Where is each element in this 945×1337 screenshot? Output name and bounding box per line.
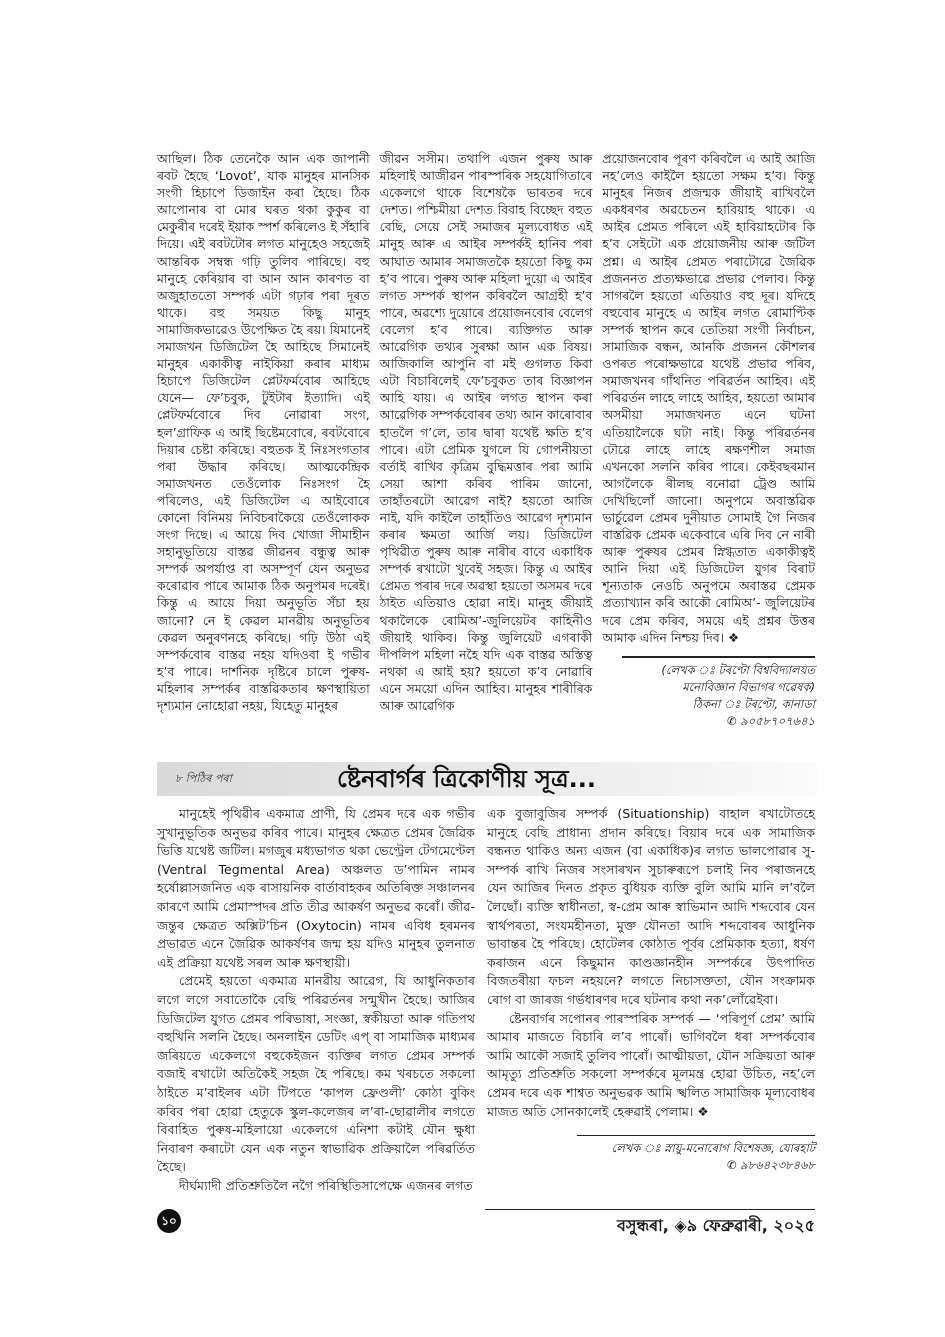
author-address: ঠিকনা ঃ টৰণ্টো, কানাডা bbox=[692, 696, 816, 711]
magazine-page bbox=[157, 0, 815, 1280]
author-phone: ✆ ৯৮৬৪২৩৮৪৬৮ bbox=[727, 1158, 815, 1173]
article-title: ষ্টেনবাৰ্গৰ ত্ৰিকোণীয় সূত্ৰ... bbox=[337, 765, 596, 793]
author-affiliation: (লেখক ঃ টৰণ্টো বিশ্ববিদ্যালয়ত bbox=[661, 662, 816, 677]
article2 bbox=[157, 805, 815, 1195]
author-phone: ✆ ৯০৫৮৭০৭৬৪১ bbox=[727, 713, 816, 728]
article-column-1 bbox=[157, 150, 370, 714]
article1 bbox=[157, 150, 815, 750]
page-footer bbox=[157, 1209, 815, 1240]
page-number: ১০ bbox=[157, 1209, 181, 1233]
continued-from-label: ৮ পিঠিৰ পৰা bbox=[175, 771, 232, 785]
article2-column-1 bbox=[157, 805, 475, 1195]
author-department: মনোবিজ্ঞান বিভাগৰ গৱেষক) bbox=[682, 679, 816, 694]
article-text: জীৱন সসীম। তথাপি এজন পুৰুষ আৰু মহিলাই আজীৱন পাৰস্পৰিক সহযোগিতাৰে একেলগে থাকে বিশেষকৈ ভাৰতৰ দৰে দেশত। পশ্চিমীয়া দেশত বিবাহ বিচ্ছেদ বহুত বেছি, সেয়ে সেই সমাজৰ মূল্যবোধত এই মানুহ আৰু এ আইৰ সম্পৰ্কই হানিব পৰা আঘাত আমাৰ সমাজতকৈ হয়তো কিছু কম হ’ব পাৰে। পুৰুষ আৰু মহিলা দুয়ো এ আইৰ লগত সম্পৰ্ক স্থাপন কৰিবলৈ আগ্ৰহী হ’ব পাৰে, অৱশ্যে দুয়োৰে প্ৰয়োজনবোৰ বেলেগ বেলেগ হ’ব পাৰে। ব্যক্তিগত আৰু আৱেগিক তথ্যৰ সুৰক্ষা আন এক বিষয়। আজিকালি আপুনি বা মই গুগলত কিবা এটা বিচাৰিলেই ফে’চবুকত তাৰ বিজ্ঞাপন আহি যায়। এ আইৰ লগত স্থাপন কৰা আৱেগিক সম্পৰ্কবোৰৰ তথ্য আন কাৰোবাৰ হাতলৈ গ’লে, তাৰ দ্বাৰা যথেষ্ট ক্ষতি হ’ব পাৰে। এটা প্ৰেমিক যুগলে যি গোপনীয়তা বৰ্তাই ৰাখিব কৃত্ৰিম বুদ্ধিমত্তাৰ পৰা আমি সেয়া আশা কৰিব পাৰিম জানো, তাহাঁতৰটো আৱেগ নাই? হয়তো আজি নাই, যদি কাইলৈ তাহাঁতিও আৱেগ দৃশ্যমান কৰাৰ ক্ষমতা আৰ্জি লয়। ডিজিটেল পৃথিৱীত পুৰুষ আৰু নাৰীৰ বাবে একাধিক সম্পৰ্ক ৰখাটো খুবেই সহজ। কিন্তু এ আইৰ প্ৰেমত পৰাৰ দৰে অৱস্থা হয়তো অসমৰ দৰে ঠাইত এতিয়াও হোৱা নাই। মানুহ জীয়াই থকালৈকে ৰোমিঅ’-জুলিয়েটৰ কাহিনীও জীয়াই থাকিব। কিন্তু জুলিয়েট এগৰাকী দীপলিপ মহিলা নহৈ যদি এক বাস্তৱ অস্তিত্ব নথকা এ আই হয়? হয়তো ক’ব নোৱাৰি এনে সময়ো এদিন আহিব। মানুহৰ শাৰীৰিক আৰু আৱেগিক bbox=[379, 151, 593, 713]
publication-date: বসুন্ধৰা, ◈৯ ফেব্ৰুৱাৰী, ২০২৫ bbox=[485, 1209, 815, 1240]
paragraph: ষ্টেনবাৰ্গৰ সপোনৰ পাৰস্পৰিক সম্পৰ্ক — ‘পৰিপূৰ্ণ প্ৰেম’ আমি আমাৰ মাজতে বিচাৰি ল’ব পাৰোঁ। ভাগিবলৈ ধৰা সম্পৰ্কবোৰ আমি আকৌ সজাই তুলিব পাৰোঁ। আত্মীয়তা, যৌন সক্ৰিয়তা আৰু আমৃত্যু প্ৰতিশ্ৰুতি সকলো সম্পৰ্কৰে মূলমন্ত্ৰ হোৱা উচিত, নহ’লে প্ৰেমৰ দৰে এক শাশ্বত অনুভৱক আমি স্খলিত সামাজিক মূল্যবোধৰ মাজত অতি সোনকালেই হেৰুৱাই পেলাম। ❖ bbox=[487, 1010, 815, 1119]
article-text: আছিল। ঠিক তেনেকৈ আন এক জাপানী ৰবট হৈছে ‘Lovot’, যাক মানুহৰ মানসিক সংগী হিচাপে ডিজাইন কৰা হৈছে। ঠিক আপোনাৰ বা মোৰ ঘৰত থকা কুকুৰ বা মেকুৰীৰ দৰেই ইয়াক স্পৰ্শ কৰিলেও ই সঁহাৰি দিয়ে। এই ৰবটটোৰ লগত মানুহেও সহজেই আন্তৰিক সম্বন্ধ গঢ়ি তুলিব পাৰিছে। বহু মানুহে কেৰিয়াৰ বা আন আন কাৰণত বা অজুহাততো সম্পৰ্ক এটা গঢ়াৰ পৰা দূৰত থাকে। বহু সময়ত কিছু মানুহ সামাজিকভাৱেও উপেক্ষিত হৈ ৰয়। যিমানেই সমাজখন ডিজিটেল হৈ আহিছে সিমানেই মানুহৰ একাকীত্ব নাইকিয়া কৰাৰ মাধ্যম হিচাপে ডিজিটেল প্লেটফৰ্মবোৰ আহিছে যেনে— ফে’চবুক, টুইটাৰ ইত্যাদি। এই প্লেটফৰ্মবোৰে দিব নোৱাৰা সংগ, হল’গ্ৰাফিক এ আই ছিষ্টেমবোৰে, ৰবটবোৰে দিয়াৰ চেষ্টা কৰিছে। বহুতক ই নিঃসংগতাৰ পৰা উদ্ধাৰ কৰিছে। আত্মকেন্দ্ৰিক সমাজখনত তেওঁলোক নিঃসংগ হৈ পৰিলেও, এই ডিজিটেল এ আইবোৰে কোনো বিনিময় নিবিচৰাকৈয়ে তেওঁলোকক সংগ দিছে। এ আয়ে দিব খোজা সীমাহীন সহানুভূতিয়ে বাস্তৱ জীৱনৰ বন্ধুত্ব আৰু সম্পৰ্ক অপৰ্যাপ্ত বা অসম্পূৰ্ণ যেন অনুভৱ কৰোৱাব পাৰে আমাক ঠিক অনুপমৰ দৰেই। কিন্তু এ আয়ে দিয়া অনুভূতি সঁচা হয় জানো? নে ই কেৱল মানৱীয় অনুভূতিৰ কেৱল অনুৰণনহে কৰিছে। গঢ়ি উঠা এই সম্পৰ্কবোৰ বাস্তৱ নহয় যদিওবা ই গভীৰ হ’ব পাৰে। দাৰ্শনিক দৃষ্টিৰে চালে পুৰুষ-মহিলাৰ সম্পৰ্কৰ বাস্তৱিকতাৰ ক্ষণস্থায়িতা দৃশ্যমান নোহোৱা নহয়, যিহেতু মানুহৰ bbox=[157, 151, 370, 713]
paragraph: মানুহেই পৃথিৱীৰ একমাত্ৰ প্ৰাণী, যি প্ৰেমৰ দৰে এক গভীৰ সুখানুভূতিক অনুভৱ কৰিব পাৰে। মানুহৰ ক্ষেত্ৰত প্ৰেমৰ জৈৱিক ভিত্তি যথেষ্ট জটিল। মগজুৰ মধ্যভাগত থকা ভেণ্ট্ৰেল টেগমেণ্টেল (Ventral Tegmental Area) অঞ্চলত ড’পামিন নামৰ হৰ্ষোল্লাসজনিত এক ৰাসায়নিক বাৰ্তাবাহকৰ অতিৰিক্ত সঞ্চালনৰ কাৰণে আমি প্ৰেমাস্পদৰ প্ৰতি তীব্ৰ আকৰ্ষণ অনুভৱ কৰোঁ। জীৱ-জন্তুৰ ক্ষেত্ৰত অক্সিট’চিন (Oxytocin) নামৰ এবিধ হৰমনৰ প্ৰভাৱত এনে জৈৱিক আকৰ্ষণৰ জন্ম হয় যদিও মানুহৰ তুলনাত এই প্ৰক্ৰিয়া যথেষ্ট সৰল আৰু ক্ষণস্থায়ী। bbox=[157, 806, 475, 970]
author-info bbox=[577, 1135, 815, 1174]
author-info bbox=[622, 656, 815, 730]
article-header-banner bbox=[157, 762, 817, 796]
article2-column-2 bbox=[487, 805, 815, 1174]
article-text: প্ৰয়োজনবোৰ পূৰণ কৰিবলৈ এ আই আজি নহ’লেও কাইলৈ হয়তো সক্ষম হ’ব। কিন্তু মানুহৰ নিজৰ প্ৰজন্মক জীয়াই ৰাখিবলৈ একধৰণৰ অৱচেতন হাবিয়াহ থাকে। এ আইৰ প্ৰেমত পৰিলে এই হাবিয়াহটোৰ কি হ’ব সেইটো এক প্ৰয়োজনীয় আৰু জটিল প্ৰশ্ন। এ আইৰ প্ৰেমত পৰাটোৱে জৈৱিক প্ৰজননত প্ৰত্যক্ষভাৱে প্ৰভাৱ পেলাব। কিন্তু সাগৰলৈ হয়তো এতিয়াও বহু দূৰ। যদিহে বহুবোৰ মানুহে এ আইৰ লগত ৰোমাণ্টিক সম্পৰ্ক স্থাপন কৰে তেতিয়া সংগী নিৰ্বাচন, সামাজিক বন্ধন, আনকি প্ৰজনন কৌশলৰ ওপৰত পৰোক্ষভাৱে যথেষ্ট প্ৰভাৱ পৰিব, সমাজখনৰ গাঁথনিত পৰিৱৰ্তন আহিব। এই পৰিৱৰ্তন লাহে লাহে আহিব, হয়তো আমাৰ অসমীয়া সমাজখনত এনে ঘটনা এতিয়ালৈকে ঘটা নাই। কিন্তু পৰিৱৰ্তনৰ ঢৌৱে লাহে লাহে ৰক্ষণশীল সমাজ এখনকো সলনি কৰিব পাৰে। কেইবছৰমান আগলৈকে ৰীলছ বনোৱা ট্ৰেণ্ড আমি দেখিছিলোঁ জানো। অনুপমে অবাস্তৱিক ভাৰ্চুৱেল প্ৰেমৰ দুনীয়াত সোমাই গৈ নিজৰ বাস্তৱিক প্ৰেমক একেবাৰে এৰি দিব নে নাৰী আৰু পুৰুষৰ প্ৰেমৰ স্নিগ্ধতাত একাকীত্বই আনি দিয়া এই ডিজিটেল যুগৰ বিৰাট শূন্যতাক নেওচি অনুপমে অবাস্তৱ প্ৰেমক প্ৰত্যাখ্যান কৰি আকৌ ৰোমিঅ’- জুলিয়েটৰ দৰে প্ৰেম কৰিব, সময়ে এই প্ৰশ্নৰ উত্তৰ আমাক এদিন নিশ্চয় দিব। ❖ bbox=[602, 151, 816, 645]
paragraph: দীৰ্ঘম্যাদী প্ৰতিশ্ৰুতিলৈ নগৈ পৰিস্থিতিসাপেক্ষে এজনৰ লগত bbox=[179, 1177, 473, 1193]
author-affiliation: লেখক ঃ স্নায়ু-মনোৰোগ বিশেষজ্ঞ, যোৰহাট bbox=[611, 1141, 815, 1156]
paragraph: প্ৰেমেই হয়তো একমাত্ৰ মানৱীয় আৱেগ, যি আধুনিকতাৰ লগে লগে সবাতোকৈ বেছি পৰিৱৰ্তনৰ সন্মুখীন হৈছে। আজিৰ ডিজিটেল যুগত প্ৰেমৰ পৰিভাষা, সংজ্ঞা, স্বকীয়তা আৰু গতিপথ বহুখিনি সলনি হৈছে। অনলাইন ডেটিং এপ্ বা সামাজিক মাধ্যমৰ জৰিয়তে একেলগে বহুকেইজন ব্যক্তিৰ লগত প্ৰেমৰ সম্পৰ্ক বজাই ৰখাটো অতিকৈই সহজ হৈ পৰিছে। কম খৰচতে সকলো ঠাইতে ম’বাইলৰ এটা টিপতে ‘কাপল ফ্ৰেণ্ডলী’ কোঠা বুকিং কৰিব পৰা হোৱা হেতুকে স্কুল-কলেজৰ ল’ৰা-ছোৱালীৰ লগতে বিবাহিত পুৰুষ-মহিলায়ো একেলগে এনিশা কটাই যৌন ক্ষুধা নিবাৰণ কৰাটো যেন এক নতুন স্বাভাৱিক প্ৰক্ৰিয়ালৈ পৰিৱৰ্তিত হৈছে। bbox=[157, 973, 475, 1175]
article-column-2 bbox=[380, 150, 593, 714]
paragraph: এক বুজাবুজিৰ সম্পৰ্ক (Situationship) বাহাল ৰখাটোতহে মানুহে বেছি প্ৰাধান্য প্ৰদান কৰিছে। বিয়াৰ দৰে এক সামাজিক বন্ধনত থাকিও অন্য এজন (বা একাধিক)ৰ লগত ভালপোৱাৰ সু-সম্পৰ্ক ৰাখি নিজৰ সংসাৰখন সুচাৰুৰূপে চলাই নিব পৰাজনহে যেন আজিৰ দিনত প্ৰকৃত বুধিয়ক ব্যক্তি বুলি আমি মানি ল’বলৈ লৈছোঁ। ব্যক্তি স্বাধীনতা, স্ব-প্ৰেম আৰু স্বাভিমান আদি শব্দবোৰ যেন স্বাৰ্থপৰতা, সংযমহীনতা, মুক্ত যৌনতা আদি শব্দবোৰৰ আধুনিক ভাবান্তৰ হৈ পৰিছে। হোটেলৰ কোঠাত পূৰ্বৰ প্ৰেমিকাক হত্যা, ধৰ্ষণ কৰাজন এনে কিছুমান কাণ্ডজ্ঞানহীন সম্পৰ্কৰে উৎপাদিত বিজতৰীয়া ফচল নহয়নে? লগতে নিচাসক্ততা, যৌন সংক্ৰামক ৰোগ বা জাৰজ গৰ্ভধাৰণৰ দৰে ঘটনাৰ কথা নক’লোঁৱেইবা। bbox=[487, 806, 815, 1007]
article-column-3 bbox=[602, 150, 815, 730]
